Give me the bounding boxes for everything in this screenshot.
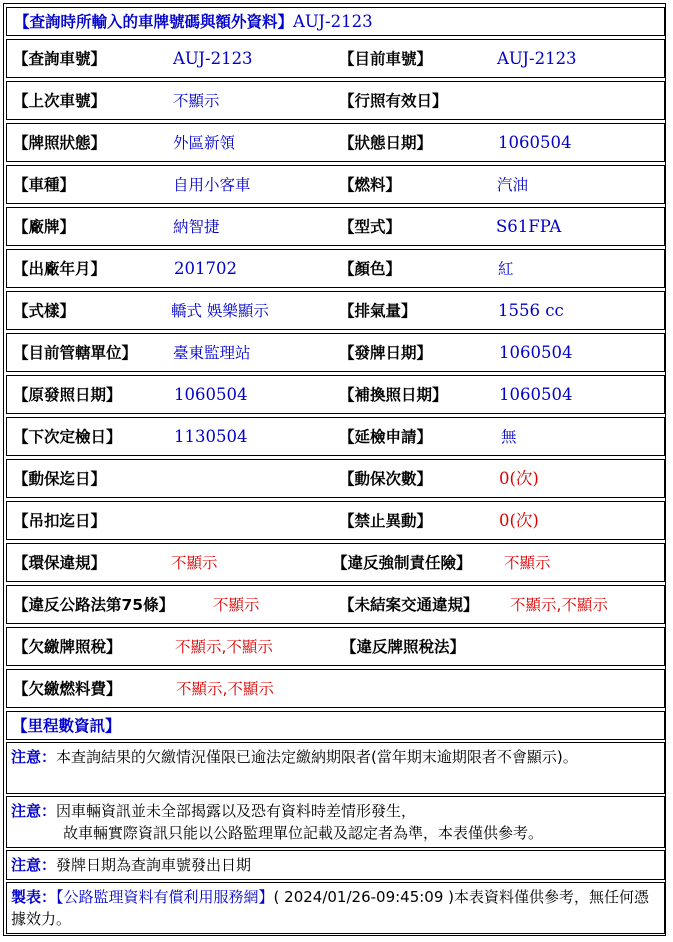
- footer-text: [11, 886, 660, 930]
- footer-label: 製表：: [11, 888, 57, 906]
- field-label: 【上次車號】: [13, 92, 107, 110]
- info-row: [6, 249, 665, 288]
- note-2-line2: 故車輛實際資訊只能以公路監理單位記載及認定者為準，本表僅供參考。: [63, 824, 544, 842]
- field-label: 【動保次數】: [339, 470, 433, 488]
- field-value: 不顯示,不顯示: [510, 596, 608, 614]
- field-label: 【下次定檢日】: [13, 428, 122, 446]
- info-row: [6, 459, 665, 498]
- field-label: 【燃料】: [339, 176, 402, 194]
- info-row: [6, 81, 665, 120]
- info-row: [6, 669, 665, 708]
- info-row: [6, 417, 665, 456]
- field-label: 【車種】: [13, 176, 76, 194]
- query-header-title: [14, 12, 373, 32]
- field-label: 【式樣】: [13, 302, 76, 320]
- field-value: 外區新領: [173, 134, 236, 152]
- field-value: 不顯示,不顯示: [176, 680, 274, 698]
- field-value: 1130504: [174, 427, 248, 446]
- info-row: [6, 123, 665, 162]
- field-value: 1060504: [499, 385, 573, 404]
- info-row: [6, 543, 665, 582]
- field-label: 【發牌日期】: [339, 344, 433, 362]
- info-row: [6, 627, 665, 666]
- field-label: 【未結案交通違規】: [339, 596, 479, 614]
- note-1-label: 注意：: [11, 748, 57, 766]
- field-value: 1556 cc: [498, 301, 564, 320]
- field-value: 不顯示: [213, 596, 260, 614]
- field-value: 轎式 娛樂顯示: [171, 302, 269, 320]
- note-3-label: 注意：: [11, 856, 57, 874]
- field-label: 【吊扣迄日】: [13, 512, 107, 530]
- note-1: [11, 746, 660, 768]
- field-value: S61FPA: [496, 217, 562, 236]
- info-row: [6, 501, 665, 540]
- field-label: 【欠繳牌照稅】: [13, 638, 122, 656]
- field-label: 【環保違規】: [13, 554, 107, 572]
- field-value: AUJ-2123: [497, 49, 577, 68]
- field-value: 不顯示: [504, 554, 551, 572]
- footer-disclaimer: 本表資料僅供參考，無任何憑據效力。: [11, 888, 650, 928]
- field-value: 0(次): [499, 469, 539, 488]
- footer-time: ( 2024/01/26-09:45:09 ): [273, 888, 455, 906]
- info-row: [6, 333, 665, 372]
- field-label: 【牌照狀態】: [13, 134, 107, 152]
- field-label: 【廠牌】: [13, 218, 76, 236]
- info-row: [6, 375, 665, 414]
- field-label: 【出廠年月】: [13, 260, 107, 278]
- field-label: 【延檢申請】: [339, 428, 433, 446]
- note-row-2: [6, 796, 665, 848]
- footer-row: [6, 882, 665, 934]
- field-value: 自用小客車: [173, 176, 251, 194]
- field-label: 【查詢車號】: [13, 50, 107, 68]
- note-2-line1: 因車輛資訊並未全部揭露以及恐有資料時差情形發生，: [56, 802, 417, 820]
- field-label: 【行照有效日】: [339, 92, 448, 110]
- field-value: 1060504: [498, 133, 572, 152]
- field-label: 【動保迄日】: [13, 470, 107, 488]
- field-value: 不顯示,不顯示: [175, 638, 273, 656]
- info-row: [6, 585, 665, 624]
- info-row: [6, 207, 665, 246]
- field-label: 【顏色】: [339, 260, 402, 278]
- info-row: [6, 39, 665, 78]
- field-label: 【原發照日期】: [13, 386, 122, 404]
- field-value: 0(次): [499, 511, 539, 530]
- mileage-row: [6, 711, 665, 740]
- note-row-1: [6, 742, 665, 794]
- field-label: 【違反公路法第75條】: [13, 596, 175, 614]
- field-label: 【欠繳燃料費】: [13, 680, 122, 698]
- field-value: 不顯示: [171, 554, 218, 572]
- field-label: 【禁止異動】: [339, 512, 433, 530]
- field-value: 1060504: [174, 385, 248, 404]
- note-3-text: 發牌日期為查詢車號發出日期: [56, 856, 252, 874]
- field-value: 臺東監理站: [173, 344, 251, 362]
- field-label: 【目前車號】: [339, 50, 433, 68]
- mileage-title: 【里程數資訊】: [12, 717, 121, 735]
- field-label: 【目前管轄單位】: [13, 344, 138, 362]
- footer-source: 【公路監理資料有償利用服務網】: [56, 888, 274, 906]
- field-label: 【型式】: [339, 218, 402, 236]
- query-header-plate: AUJ-2123: [293, 12, 373, 31]
- field-value: 紅: [498, 260, 514, 278]
- field-value: 汽油: [497, 176, 529, 194]
- field-value: 不顯示: [173, 92, 220, 110]
- field-label: 【狀態日期】: [339, 134, 433, 152]
- field-label: 【排氣量】: [339, 302, 417, 320]
- field-value: AUJ-2123: [173, 49, 253, 68]
- field-value: 1060504: [499, 343, 573, 362]
- field-label: 【補換照日期】: [339, 386, 448, 404]
- note-row-3: [6, 850, 665, 880]
- field-label: 【違反強制責任險】: [332, 554, 472, 572]
- note-3: [11, 854, 660, 876]
- query-header-row: [6, 7, 665, 36]
- info-row: [6, 291, 665, 330]
- field-value: 201702: [174, 259, 237, 278]
- field-value: 納智捷: [173, 218, 220, 236]
- note-2-label: 注意：: [11, 802, 57, 820]
- query-header-label: 【查詢時所輸入的車牌號碼與額外資料】: [14, 13, 294, 31]
- note-1-text: 本查詢結果的欠繳情況僅限已逾法定繳納期限者(當年期末逾期限者不會顯示)。: [56, 748, 578, 766]
- field-label: 【違反牌照稅法】: [341, 638, 466, 656]
- field-value: 無: [501, 428, 517, 446]
- info-row: [6, 165, 665, 204]
- note-2: [11, 800, 660, 844]
